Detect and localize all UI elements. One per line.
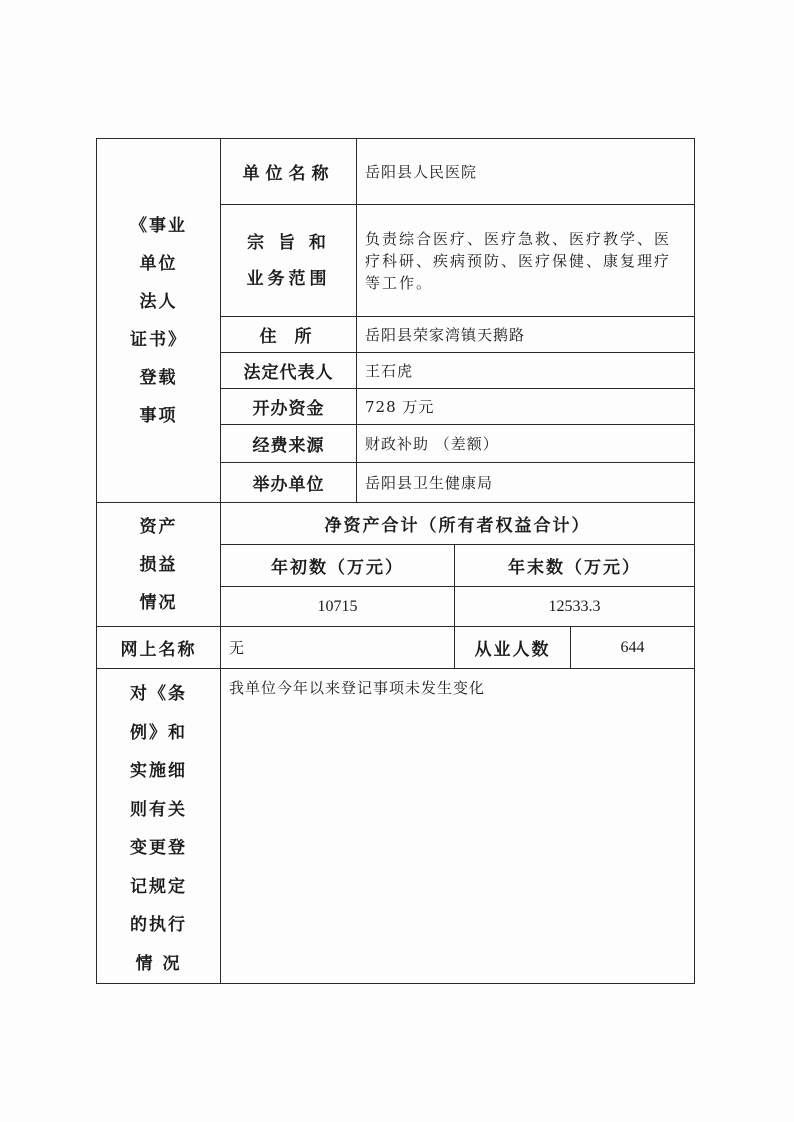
execution-section-label: 对《条 例》和 实施细 则有关 变更登 记规定 的执行 情 况 <box>97 669 221 984</box>
net-assets-heading: 净资产合计（所有者权益合计） <box>221 503 695 545</box>
capital-value: 728 万元 <box>357 389 695 425</box>
address-label: 住 所 <box>221 317 357 353</box>
unit-name-label: 单位名称 <box>221 139 357 205</box>
funding-label: 经费来源 <box>221 425 357 463</box>
assets-section-label: 资产 损益 情况 <box>97 503 221 627</box>
registration-form-table <box>96 138 695 984</box>
legal-rep-label: 法定代表人 <box>221 353 357 389</box>
staff-count-value: 644 <box>571 627 695 669</box>
capital-label: 开办资金 <box>221 389 357 425</box>
unit-name-value: 岳阳县人民医院 <box>357 139 695 205</box>
purpose-label: 宗 旨 和 业务范围 <box>221 205 357 317</box>
funding-value: 财政补助 （差额） <box>357 425 695 463</box>
staff-count-label: 从业人数 <box>455 627 571 669</box>
sponsor-value: 岳阳县卫生健康局 <box>357 463 695 503</box>
legal-rep-value: 王石虎 <box>357 353 695 389</box>
sponsor-label: 举办单位 <box>221 463 357 503</box>
begin-year-value: 10715 <box>221 587 455 627</box>
execution-text: 我单位今年以来登记事项未发生变化 <box>221 669 695 984</box>
address-value: 岳阳县荣家湾镇天鹅路 <box>357 317 695 353</box>
online-name-label: 网上名称 <box>97 627 221 669</box>
online-name-value: 无 <box>221 627 455 669</box>
registration-section-label: 《事业 单位 法人 证书》 登载 事项 <box>97 139 221 503</box>
begin-year-label: 年初数（万元） <box>221 545 455 587</box>
purpose-value: 负责综合医疗、医疗急救、医疗教学、医疗科研、疾病预防、医疗保健、康复理疗等工作。 <box>357 205 695 317</box>
end-year-value: 12533.3 <box>455 587 695 627</box>
end-year-label: 年末数（万元） <box>455 545 695 587</box>
